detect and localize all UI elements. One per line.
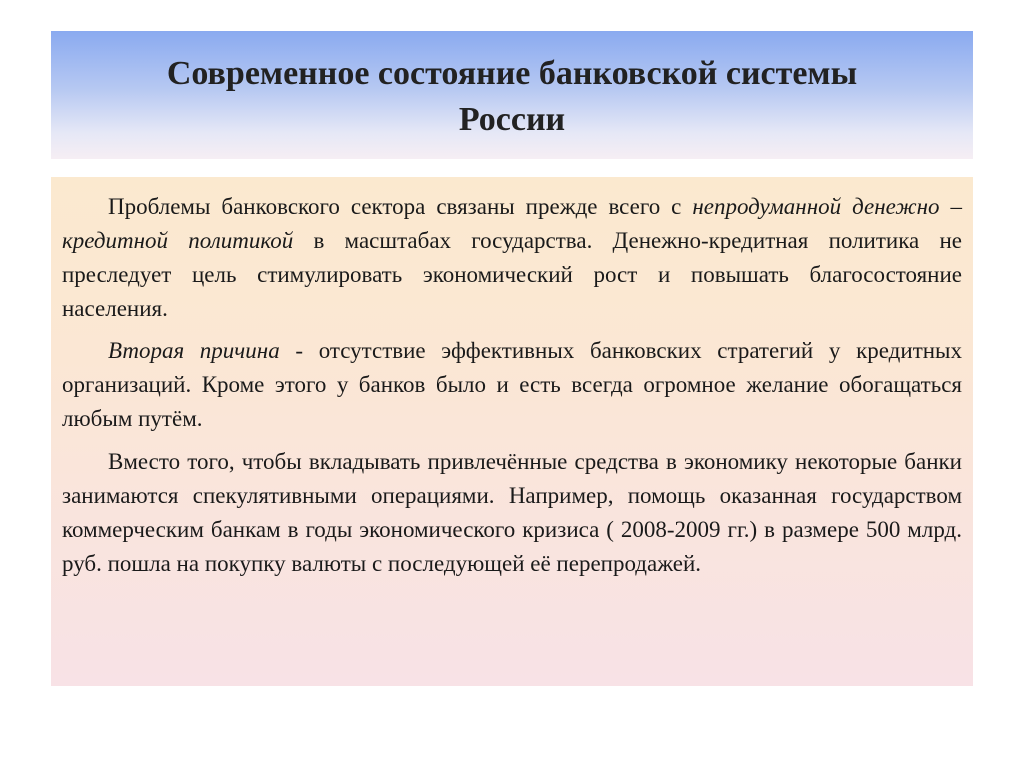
paragraph-problems-text-start: Проблемы банковского сектора связаны прежде всего с <box>108 194 693 219</box>
paragraph-problems-italic: непродуманной денежно – кредитной политикой <box>62 194 962 253</box>
slide-title-line-2: России <box>458 101 566 138</box>
paragraph-second-reason-italic: Вторая причина <box>108 338 280 363</box>
paragraph-speculation-text: Вместо того, чтобы вкладывать привлечённые средства в экономику некоторые банки занимаются спекулятивными операциями. Например, помощь оказанная государством коммерческим банкам в годы экономического кризиса ( 2008-2009 гг.) в размере 500 млрд. руб. пошла на покупку валюты с последующей её перепродажей. <box>62 449 962 576</box>
paragraph-problems <box>62 190 962 326</box>
title-banner <box>51 31 973 159</box>
content-panel <box>51 177 973 686</box>
paragraph-second-reason <box>62 334 962 436</box>
paragraph-problems-text-end: в масштабах государства. Денежно-кредитная политика не преследует цель стимулировать экономический рост и повышать благосостояние населения. <box>62 228 962 321</box>
slide-title-line-1: Современное состояние банковской системы <box>166 55 858 92</box>
paragraph-speculation <box>62 445 962 581</box>
paragraph-second-reason-text: - отсутствие эффективных банковских стратегий у кредитных организаций. Кроме этого у банков было и есть всегда огромное желание обогащаться любым путём. <box>62 338 963 431</box>
